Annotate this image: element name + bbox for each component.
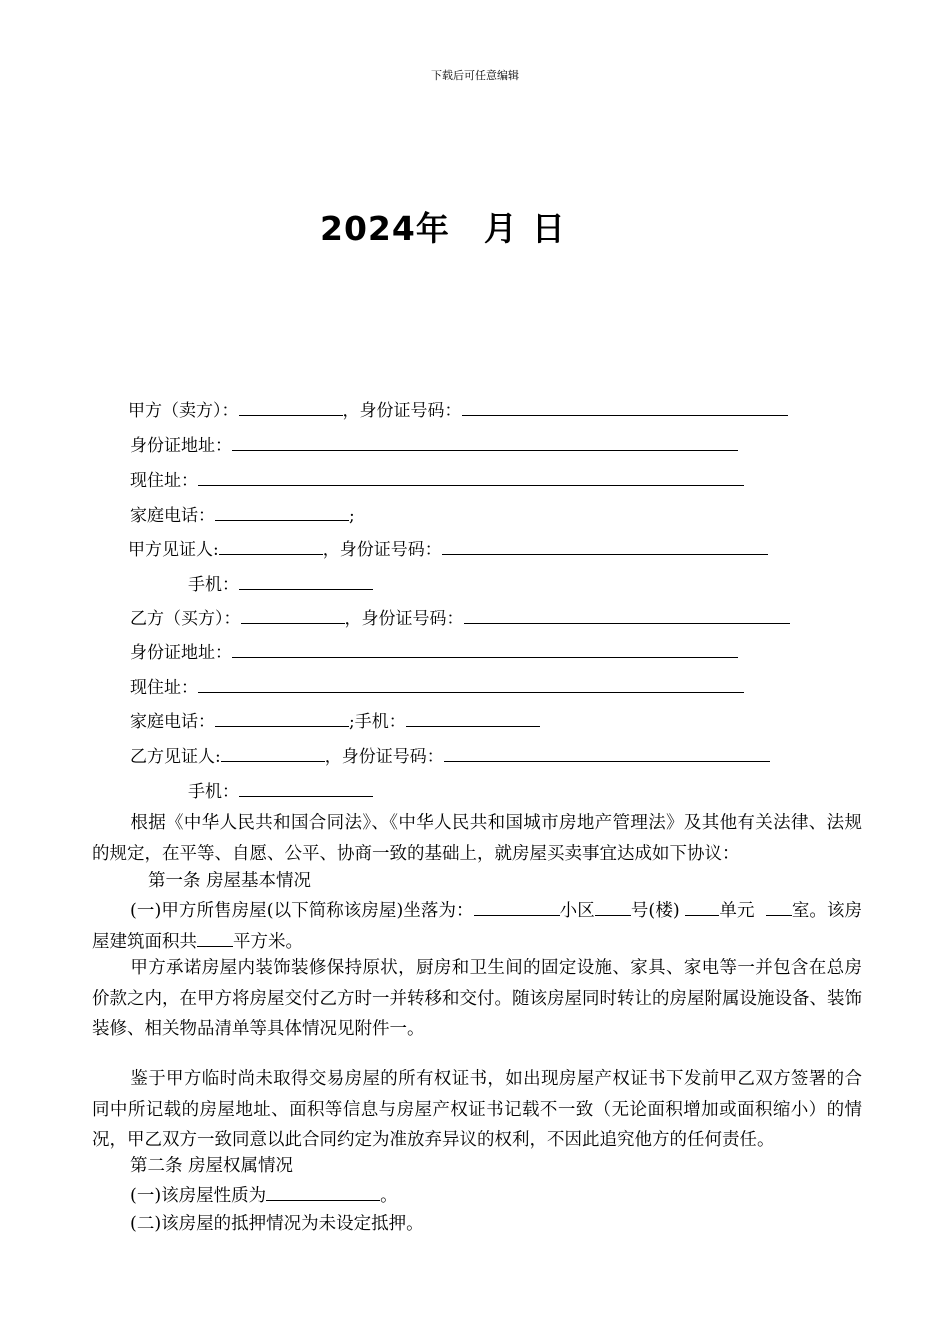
- fixtures-text: 甲方承诺房屋内装饰装修保持原状，厨房和卫生间的固定设施、家具、家电等一并包含在总房价款之内，在甲方将房屋交付乙方时一并转移和交付。随该房屋同时转让的房屋附属设施设备、装饰装修、相关物品清单等具体情况见附件一。: [92, 958, 862, 1039]
- party-a-name-blank[interactable]: [239, 398, 343, 416]
- party-b-id-address-line: [130, 640, 738, 665]
- party-a-witness-id-label: ，身份证号码：: [322, 540, 442, 560]
- party-b-current-address-label: 现住址：: [130, 678, 198, 698]
- party-a-phone-blank[interactable]: [215, 503, 349, 521]
- party-a-witness-mobile-line: [188, 572, 373, 597]
- party-b-id-label: ，身份证号码：: [344, 609, 464, 629]
- date-month: 月: [483, 209, 518, 248]
- fixtures-paragraph: [92, 953, 862, 1045]
- party-a-phone-end: ;: [349, 506, 355, 526]
- clause-1-text-a: (一)甲方所售房屋(以下简称该房屋)坐落为：: [130, 901, 474, 921]
- clause-2-2: (二)该房屋的抵押情况为未设定抵押。: [130, 1214, 424, 1234]
- party-b-witness-id-label: ，身份证号码：: [324, 747, 444, 767]
- clause-1-text-c: 号(楼): [630, 901, 680, 921]
- party-b-line: [130, 606, 790, 631]
- clause-2-1-end: 。: [380, 1186, 398, 1206]
- article-1-title: 第一条 房屋基本情况: [148, 871, 312, 891]
- certificate-text: 鉴于甲方临时尚未取得交易房屋的所有权证书，如出现房屋产权证书下发前甲乙双方签署的合同中所记载的房屋地址、面积等信息与房屋产权证书记载不一致（无论面积增加或面积缩小）的情况，甲乙双方一致同意以此合同约定为准放弃异议的权利，不因此追究他方的任何责任。: [92, 1069, 862, 1150]
- party-a-current-address-label: 现住址：: [130, 471, 198, 491]
- party-b-witness-blank[interactable]: [221, 744, 325, 762]
- party-a-witness-label: 甲方见证人:: [128, 540, 219, 560]
- unit-blank[interactable]: [685, 898, 719, 916]
- party-b-phone-label: 家庭电话：: [130, 712, 215, 732]
- party-b-current-address-blank[interactable]: [198, 675, 744, 693]
- date-year: 2024年: [320, 209, 450, 248]
- party-b-witness-id-blank[interactable]: [444, 744, 770, 762]
- party-b-name-blank[interactable]: [241, 606, 345, 624]
- clause-1-text-b: 小区: [559, 901, 595, 921]
- intro-paragraph: [92, 808, 862, 869]
- party-a-witness-mobile-blank[interactable]: [239, 572, 373, 590]
- party-a-witness-blank[interactable]: [219, 537, 323, 555]
- party-a-current-address-blank[interactable]: [198, 468, 744, 486]
- party-b-label: 乙方（买方）：: [130, 609, 241, 629]
- party-b-id-address-label: 身份证地址：: [130, 643, 232, 663]
- clause-1-text-e: 室。该房屋建筑面积共: [92, 901, 863, 952]
- header-note: 下载后可任意编辑: [431, 69, 519, 82]
- party-a-id-address-line: [130, 433, 738, 458]
- building-no-blank[interactable]: [595, 898, 631, 916]
- party-b-phone-blank[interactable]: [215, 709, 349, 727]
- party-a-id-address-blank[interactable]: [232, 433, 738, 451]
- party-b-witness-mobile-blank[interactable]: [239, 779, 373, 797]
- clause-1-text-d: 单元: [719, 901, 755, 921]
- party-b-phone-line: [130, 709, 540, 734]
- party-a-phone-label: 家庭电话：: [130, 506, 215, 526]
- party-a-witness-mobile-label: 手机：: [188, 575, 239, 595]
- party-b-witness-mobile-line: [188, 779, 373, 804]
- party-b-witness-label: 乙方见证人:: [130, 747, 221, 767]
- property-nature-blank[interactable]: [266, 1183, 380, 1201]
- certificate-paragraph: [92, 1064, 862, 1156]
- party-b-mobile-blank[interactable]: [406, 709, 540, 727]
- party-a-phone-line: [130, 503, 355, 528]
- clause-2-1: [130, 1181, 398, 1211]
- clause-1-text-f: 平方米。: [233, 931, 303, 952]
- party-a-witness-line: [128, 537, 768, 562]
- location-blank[interactable]: [474, 898, 560, 916]
- party-a-line: [128, 398, 788, 423]
- party-b-current-address-line: [130, 675, 744, 700]
- clause-2-1-text: (一)该房屋性质为: [130, 1186, 267, 1206]
- area-blank[interactable]: [197, 929, 233, 947]
- party-a-current-address-line: [130, 468, 744, 493]
- party-a-label: 甲方（卖方）：: [128, 401, 239, 421]
- party-a-id-blank[interactable]: [462, 398, 788, 416]
- clause-1-paragraph: [92, 896, 862, 957]
- intro-text: 根据《中华人民共和国合同法》、《中华人民共和国城市房地产管理法》及其他有关法律、法规的规定，在平等、自愿、公平、协商一致的基础上，就房屋买卖事宜达成如下协议：: [92, 813, 862, 864]
- article-2-title: 第二条 房屋权属情况: [130, 1156, 294, 1176]
- party-a-witness-id-blank[interactable]: [442, 537, 768, 555]
- party-a-id-address-label: 身份证地址：: [130, 436, 232, 456]
- party-b-id-address-blank[interactable]: [232, 640, 738, 658]
- date-day: 日: [531, 209, 566, 248]
- party-b-id-blank[interactable]: [464, 606, 790, 624]
- room-blank[interactable]: [766, 898, 792, 916]
- party-b-mobile-label: ;手机：: [349, 712, 406, 732]
- document-date-title: [320, 203, 566, 250]
- party-b-witness-mobile-label: 手机：: [188, 782, 239, 802]
- party-b-witness-line: [130, 744, 770, 769]
- party-a-id-label: ，身份证号码：: [342, 401, 462, 421]
